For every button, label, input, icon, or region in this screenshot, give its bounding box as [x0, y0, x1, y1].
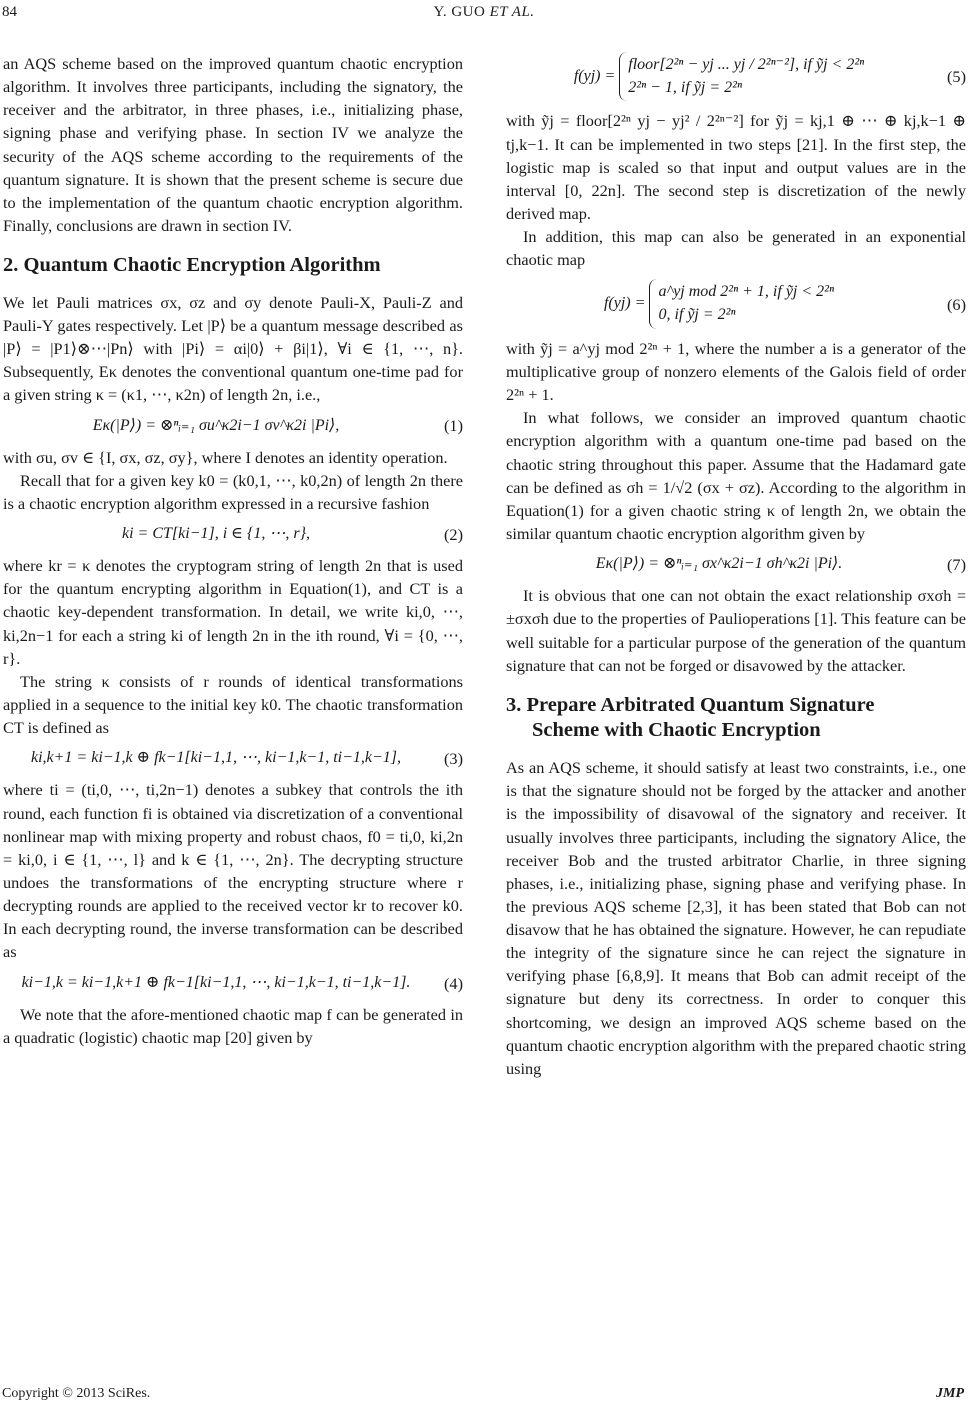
equation-7-number: (7)	[947, 555, 966, 575]
running-head-et-al: ET AL.	[489, 4, 535, 20]
equation-6-lhs: f(yj) =	[603, 294, 646, 312]
equation-5-case-1: floor[2²ⁿ − yj ... yj / 2²ⁿ⁻²], if ỹj < 2²ⁿ	[628, 56, 865, 73]
equation-6-case-1: a^yj mod 2²ⁿ + 1, if ỹj < 2²ⁿ	[658, 283, 834, 301]
equation-3-body: ki,k+1 = ki−1,k ⊕ fk−1[ki−1,1, ⋯, ki−1,k−1, ti−1,k−1],	[30, 749, 402, 767]
equation-2	[3, 523, 463, 546]
equation-5-number: (5)	[947, 67, 966, 87]
equation-5-case-2: 2²ⁿ − 1, if ỹj = 2²ⁿ	[628, 78, 742, 96]
paragraph-cryptogram: where kr = κ denotes the cryptogram string of length 2n that is used for the quantum encrypting algorithm in Equation(1), and CT is a chaotic key-dependent transformation. In detail, we write ki,0, ⋯, ki,2n−1 for each a string ki of length 2n in the ith round, ∀i = {0, ⋯, r}.	[3, 556, 463, 668]
section-2-heading: 2. Quantum Chaotic Encryption Algorithm	[3, 254, 381, 277]
equation-6-cases	[649, 279, 834, 328]
equation-1-number: (1)	[444, 416, 463, 436]
running-head	[0, 4, 968, 21]
equation-6-case-2: 0, if ỹj = 2²ⁿ	[658, 306, 736, 324]
page-header	[0, 4, 968, 28]
equation-5-body	[506, 52, 932, 101]
equation-2-body: ki = CT[ki−1], i ∈ {1, ⋯, r},	[121, 525, 311, 543]
equation-6-body	[506, 279, 932, 328]
right-column	[506, 52, 966, 1080]
paragraph-aqs-constraints: As an AQS scheme, it should satisfy at least two constraints, i.e., one is that the signature should not be forged by the attacker and another is the impossibility of disavowal of the signatory and receiver. It usually involves three participants, including the signatory Alice, the receiver Bob and the trusted arbitrator Charlie, in three signing phases, i.e., initializing phase, signing phase and verifying phase. In the previous AQS scheme [2,3], it has been stated that Bob can not disavow that he has obtained the signature. However, he can repudiate the integrity of the signature since he can reject the signature in verifying phase [6,8,9]. It means that Bob can admit receipt of the signature but deny its correctness. In order to conquer this shortcoming, we design an improved AQS scheme based on the quantum chaotic encryption algorithm with the prepared chaotic string using	[506, 758, 966, 1078]
paragraph-hadamard: In what follows, we consider an improved quantum chaotic encryption algorithm with a quantum one-time pad based on the chaotic string throughout this paper. Assume that the Hadamard gate can be defined as σh = 1/√2 (σx + σz). According to the algorithm in Equation(1) for a given chaotic string κ of length 2n, we obtain the similar quantum chaotic encryption algorithm given by	[506, 408, 966, 543]
equation-7	[506, 553, 966, 576]
section-3-heading	[506, 693, 966, 744]
running-head-authors: Y. GUO	[433, 4, 486, 20]
equation-6	[506, 279, 966, 328]
equation-6-number: (6)	[947, 294, 966, 314]
intro-paragraph: an AQS scheme based on the improved quantum chaotic encryption algorithm. It involves three participants, including the signatory, the receiver and the arbitrator, in three phases, i.e., initializing phase, signing phase and verifying phase. In section IV we analyze the security of the AQS scheme according to the requirements of the quantum signature. It is shown that the present scheme is secure due to the implementation of the quantum chaotic encryption algorithm. Finally, conclusions are drawn in section IV.	[3, 54, 463, 235]
paragraph-logistic-map: We note that the afore-mentioned chaotic map f can be generated in a quadratic (logistic) chaotic map [20] given by	[3, 1004, 463, 1047]
equation-1-body: Eκ(|P⟩) = ⊗ⁿᵢ₌₁ σu^κ2i−1 σv^κ2i |Pi⟩,	[92, 416, 340, 434]
paragraph-recall: Recall that for a given key k0 = (k0,1, ⋯, k0,2n) of length 2n there is a chaotic encryption algorithm expressed in a recursive fashion	[3, 470, 463, 513]
journal-name: JMP	[936, 1386, 964, 1401]
copyright-notice: Copyright © 2013 SciRes.	[2, 1386, 151, 1401]
equation-1	[3, 414, 463, 437]
section-3-heading-line-1: 3. Prepare Arbitrated Quantum Signature	[506, 693, 875, 716]
paragraph-pauli: We let Pauli matrices σx, σz and σy denote Pauli-X, Pauli-Z and Pauli-Y gates respectively. Let |P⟩ be a quantum message described as |P⟩ = |P1⟩⊗⋯|Pn⟩ with |Pi⟩ = αi|0⟩ + βi|1⟩, ∀i ∈ {1, ⋯, n}. Subsequently, Eκ denotes the conventional quantum one-time pad for a given string κ = (κ1, ⋯, κ2n) of length 2n, i.e.,	[3, 292, 463, 405]
left-column	[3, 52, 463, 1049]
equation-4-body: ki−1,k = ki−1,k+1 ⊕ fk−1[ki−1,1, ⋯, ki−1,k−1, ti−1,k−1].	[21, 973, 411, 991]
paragraph-exponential-map: In addition, this map can also be generated in an exponential chaotic map	[506, 227, 966, 270]
equation-4	[3, 972, 463, 995]
page-number: 84	[2, 4, 17, 20]
paragraph-galois: with ỹj = a^yj mod 2²ⁿ + 1, where the number a is a generator of the multiplicative group of nonzero elements of the Galois field of order 2²ⁿ + 1.	[506, 338, 966, 405]
paragraph-subkey: where ti = (ti,0, ⋯, ti,2n−1) denotes a subkey that controls the ith round, each function fi is obtained via discretization of a conventional nonlinear map with mixing property and robust chaos, f0 = ti,0, ki,2n = ki,0, i ∈ {1, ⋯, l} and k ∈ {1, ⋯, 2n}. The decrypting structure undoes the transformations of the encrypting structure where r decrypting rounds are applied to the received vector kr to recover k0. In each decrypting round, the inverse transformation can be described as	[3, 780, 463, 962]
equation-5-lhs: f(yj) =	[573, 67, 616, 85]
paragraph-string-rounds: The string κ consists of r rounds of identical transformations applied in a sequence to the initial key k0. The chaotic transformation CT is defined as	[3, 671, 463, 738]
equation-5	[506, 52, 966, 101]
equation-7-body: Eκ(|P⟩) = ⊗ⁿᵢ₌₁ σx^κ2i−1 σh^κ2i |Pi⟩.	[595, 555, 843, 573]
paragraph-discretization: with ỹj = floor[2²ⁿ yj − yj² / 2²ⁿ⁻²] for ỹj = kj,1 ⊕ ⋯ ⊕ kj,k−1 ⊕ tj,k−1. It can be implemented in two steps [21]. In the first step, the logistic map is scaled so that input and output values are in the interval [0, 22n]. The second step is discretization of the newly derived map.	[506, 111, 966, 223]
page-footer	[0, 1386, 968, 1408]
equation-4-number: (4)	[444, 973, 463, 993]
section-3-heading-line-2: Scheme with Chaotic Encryption	[532, 719, 821, 742]
equation-3-number: (3)	[444, 749, 463, 769]
paragraph-pauli-operations: It is obvious that one can not obtain the exact relationship σxσh = ±σxσh due to the properties of Paulioperations [1]. This feature can be well suitable for a particular purpose of the generation of the quantum signature that can not be forged or disavowed by the attacker.	[506, 586, 966, 675]
equation-3	[3, 747, 463, 770]
equation-5-cases	[619, 52, 864, 101]
paragraph-identity: with σu, σv ∈ {I, σx, σz, σy}, where I denotes an identity operation.	[3, 447, 448, 467]
equation-2-number: (2)	[444, 525, 463, 545]
